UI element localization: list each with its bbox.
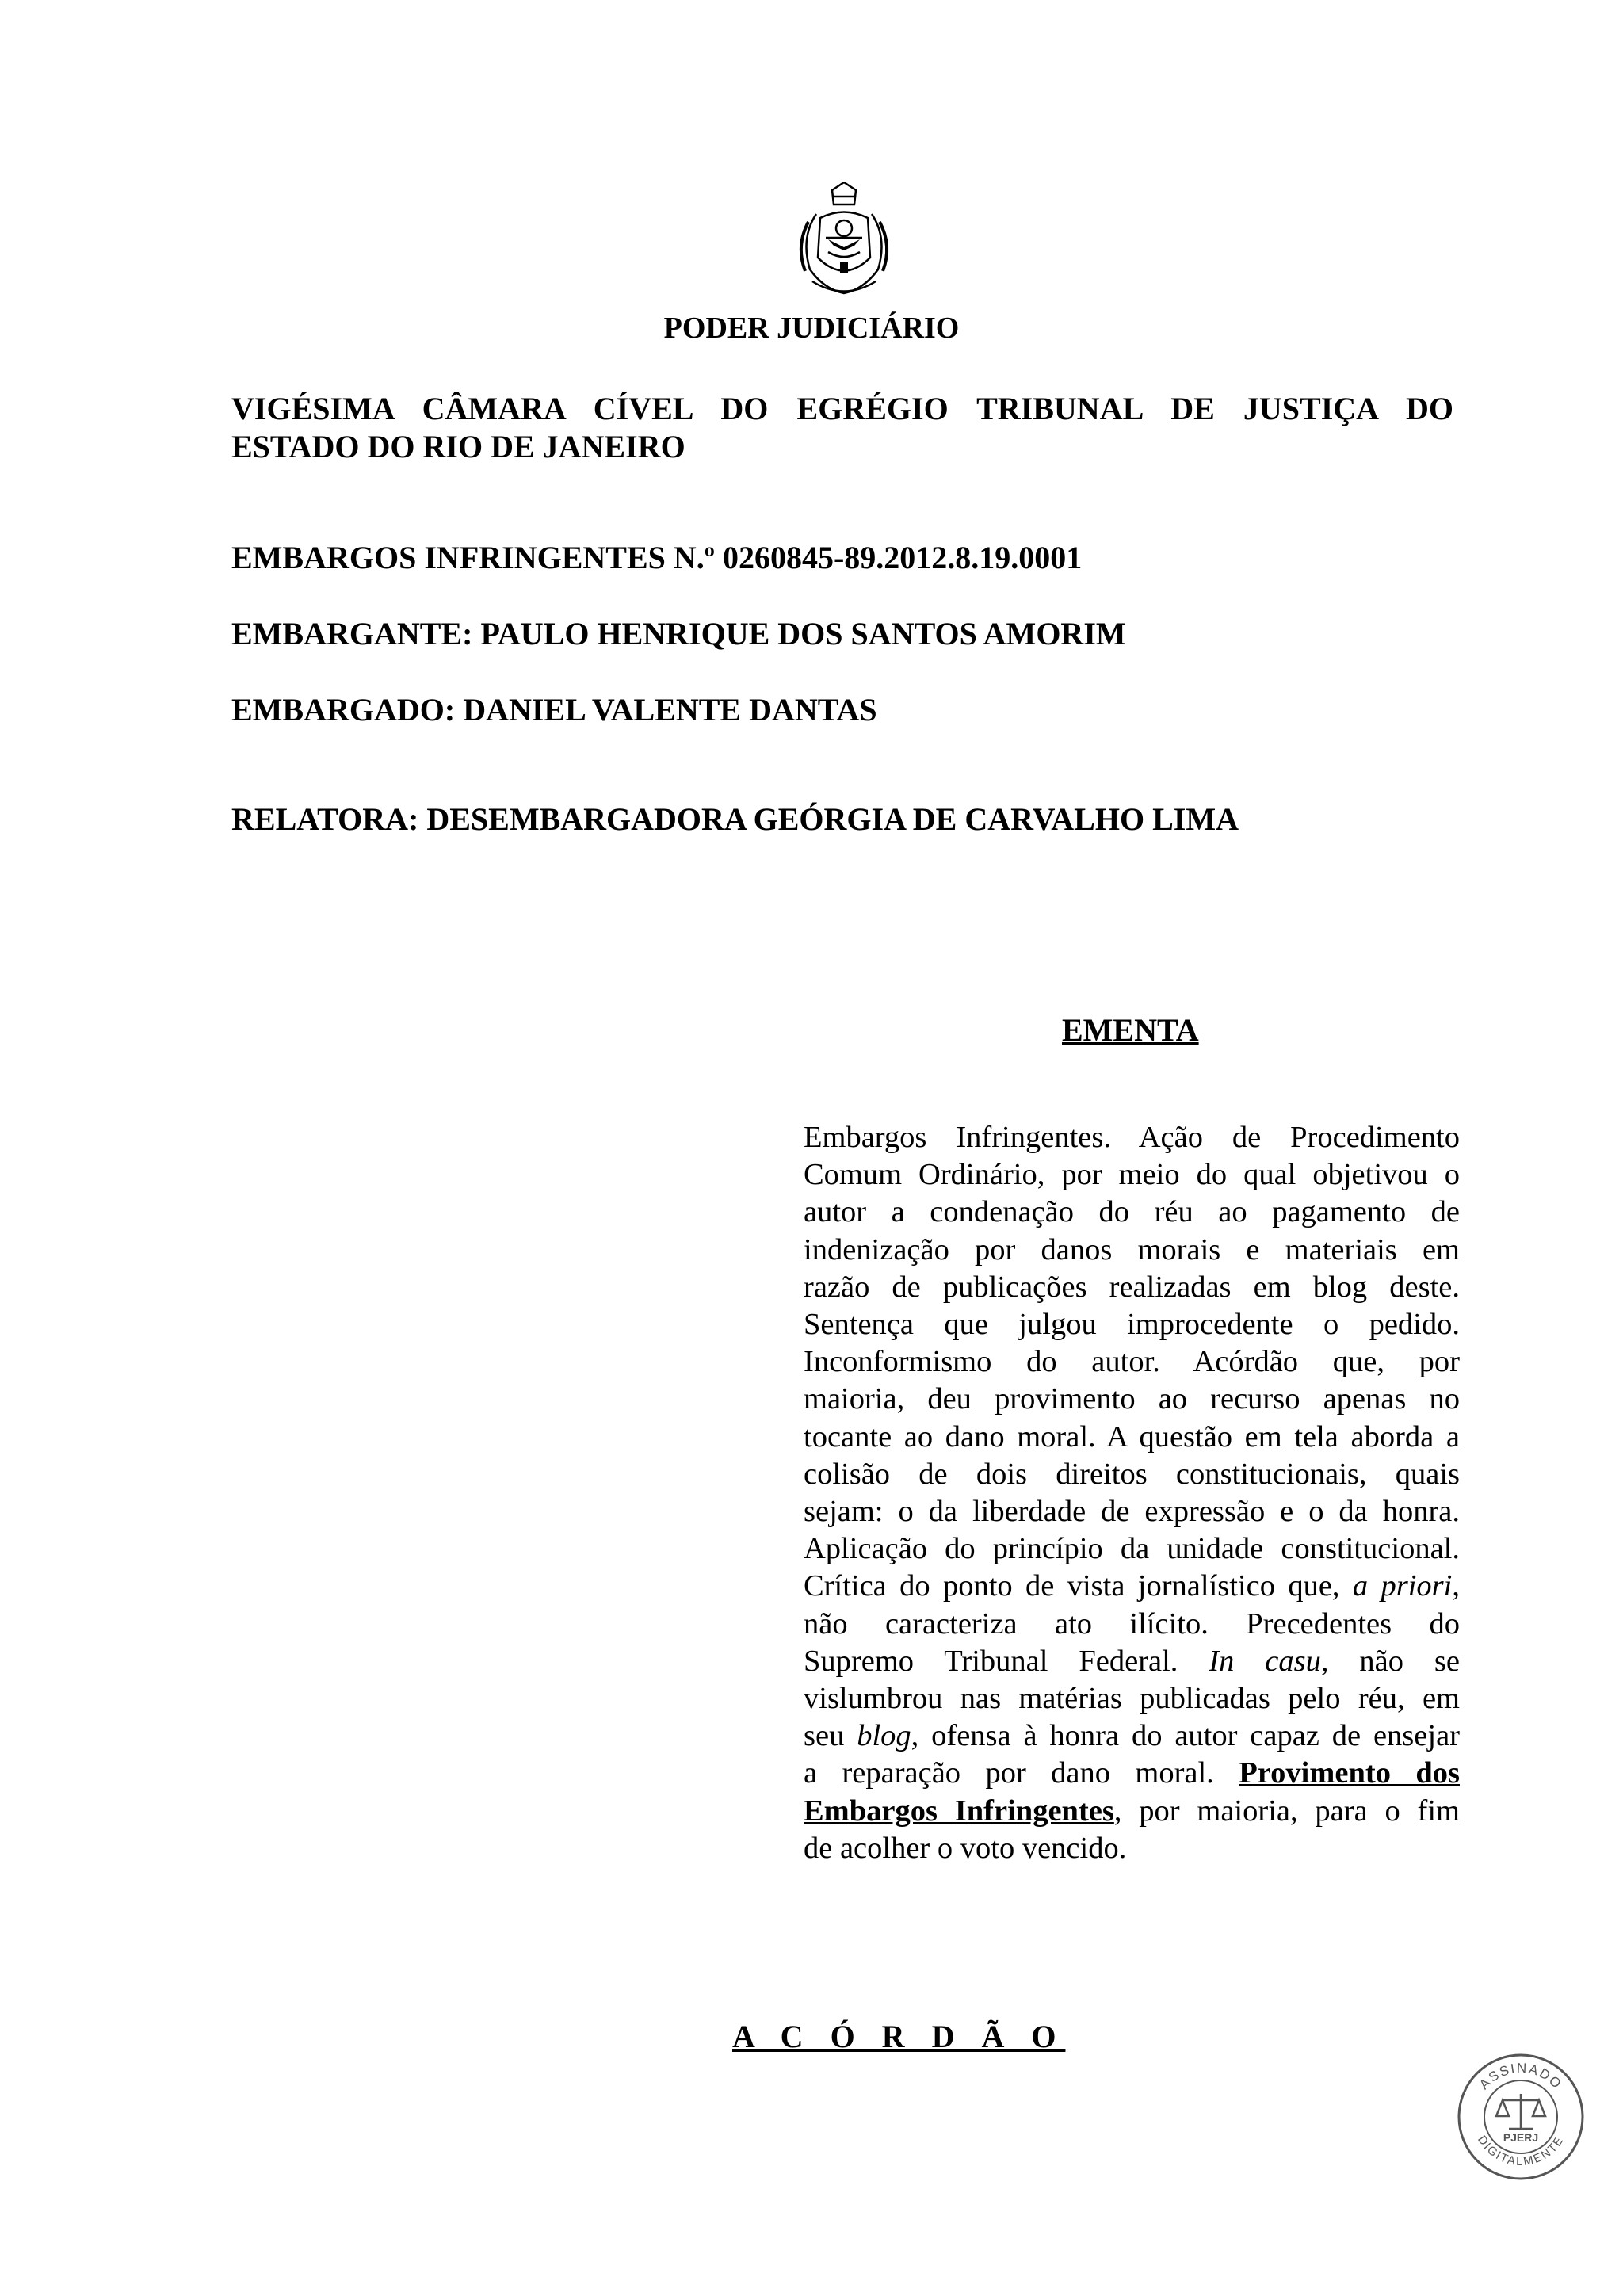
text-run: , não se — [1320, 1644, 1460, 1678]
ementa-line: razão de publicações realizadas em blog deste. — [804, 1270, 1460, 1304]
text-run: Crítica do ponto de vista jornalístico que, — [804, 1569, 1353, 1603]
ementa-line — [804, 1643, 1460, 1680]
chamber-line-2: ESTADO DO RIO DE JANEIRO — [231, 429, 685, 464]
ementa-line: sejam: o da liberdade de expressão e o da honra. — [804, 1495, 1460, 1529]
text-run: Supremo Tribunal Federal. — [804, 1644, 1209, 1678]
embargante: EMBARGANTE: PAULO HENRIQUE DOS SANTOS AMORIM — [231, 616, 1126, 651]
svg-text:ASSINADO — [1476, 2061, 1565, 2092]
embargos-emphasis: Embargos Infringentes — [804, 1794, 1114, 1828]
institution-title: PODER JUDICIÁRIO — [663, 311, 960, 345]
italic-blog: blog — [857, 1719, 911, 1753]
embargado: EMBARGADO: DANIEL VALENTE DANTAS — [231, 692, 877, 728]
ementa-line: não caracteriza ato ilícito. Precedentes do — [804, 1606, 1460, 1641]
ementa-line: maioria, deu provimento ao recurso apenas no — [804, 1382, 1460, 1416]
relatora: RELATORA: DESEMBARGADORA GEÓRGIA DE CARVALHO LIMA — [231, 801, 1239, 837]
ementa-line: indenização por danos morais e materiais em — [804, 1232, 1460, 1266]
ementa-line — [804, 1717, 1460, 1755]
case-number: EMBARGOS INFRINGENTES N.º 0260845-89.2012.8.19.0001 — [231, 540, 1083, 575]
ementa-line: Sentença que julgou improcedente o pedido. — [804, 1308, 1460, 1342]
seal-text-top: ASSINADO — [1476, 2060, 1565, 2092]
acordao-title: A C Ó R D Ã O — [732, 2019, 1066, 2054]
text-run: , — [1452, 1569, 1460, 1603]
ementa-body — [804, 1119, 1460, 1867]
ementa-line: vislumbrou nas matérias publicadas pelo réu, em — [804, 1682, 1460, 1716]
digital-signature-seal-icon — [1457, 2053, 1585, 2181]
ementa-line: tocante ao dano moral. A questão em tela aborda a — [804, 1419, 1460, 1454]
ementa-line: Comum Ordinário, por meio do qual objetivou o — [804, 1158, 1460, 1192]
ementa-line: autor a condenação do réu ao pagamento de — [804, 1195, 1460, 1229]
ementa-line: Inconformismo do autor. Acórdão que, por — [804, 1345, 1460, 1379]
chamber-line-1: VIGÉSIMA CÂMARA CÍVEL DO EGRÉGIO TRIBUNAL DE JUSTIÇA DO — [231, 391, 1453, 426]
seal-center-text: PJERJ — [1503, 2131, 1539, 2144]
text-run: a reparação por dano moral. — [804, 1756, 1239, 1790]
text-run: seu — [804, 1719, 857, 1753]
ementa-line: colisão de dois direitos constitucionais, quais — [804, 1457, 1460, 1491]
ementa-line — [804, 1568, 1460, 1605]
ementa-line: Aplicação do princípio da unidade constitucional. — [804, 1532, 1460, 1566]
seal-text-bottom: DIGITALMENTE — [1475, 2133, 1567, 2169]
ementa-line: de acolher o voto vencido. — [804, 1831, 1127, 1865]
ementa-line: Embargos Infringentes. Ação de Procedimento — [804, 1121, 1460, 1154]
provimento-emphasis: Provimento dos — [1239, 1756, 1460, 1790]
ementa-line — [804, 1755, 1460, 1792]
ementa-title: EMENTA — [1062, 1012, 1199, 1048]
text-run: , ofensa à honra do autor capaz de ensejar — [911, 1719, 1460, 1753]
ementa-line — [804, 1793, 1460, 1830]
italic-in-casu: In casu — [1209, 1644, 1321, 1678]
coat-of-arms-icon — [785, 182, 903, 301]
text-run: , por maioria, para o fim — [1113, 1794, 1460, 1828]
italic-a-priori: a priori — [1352, 1569, 1453, 1603]
